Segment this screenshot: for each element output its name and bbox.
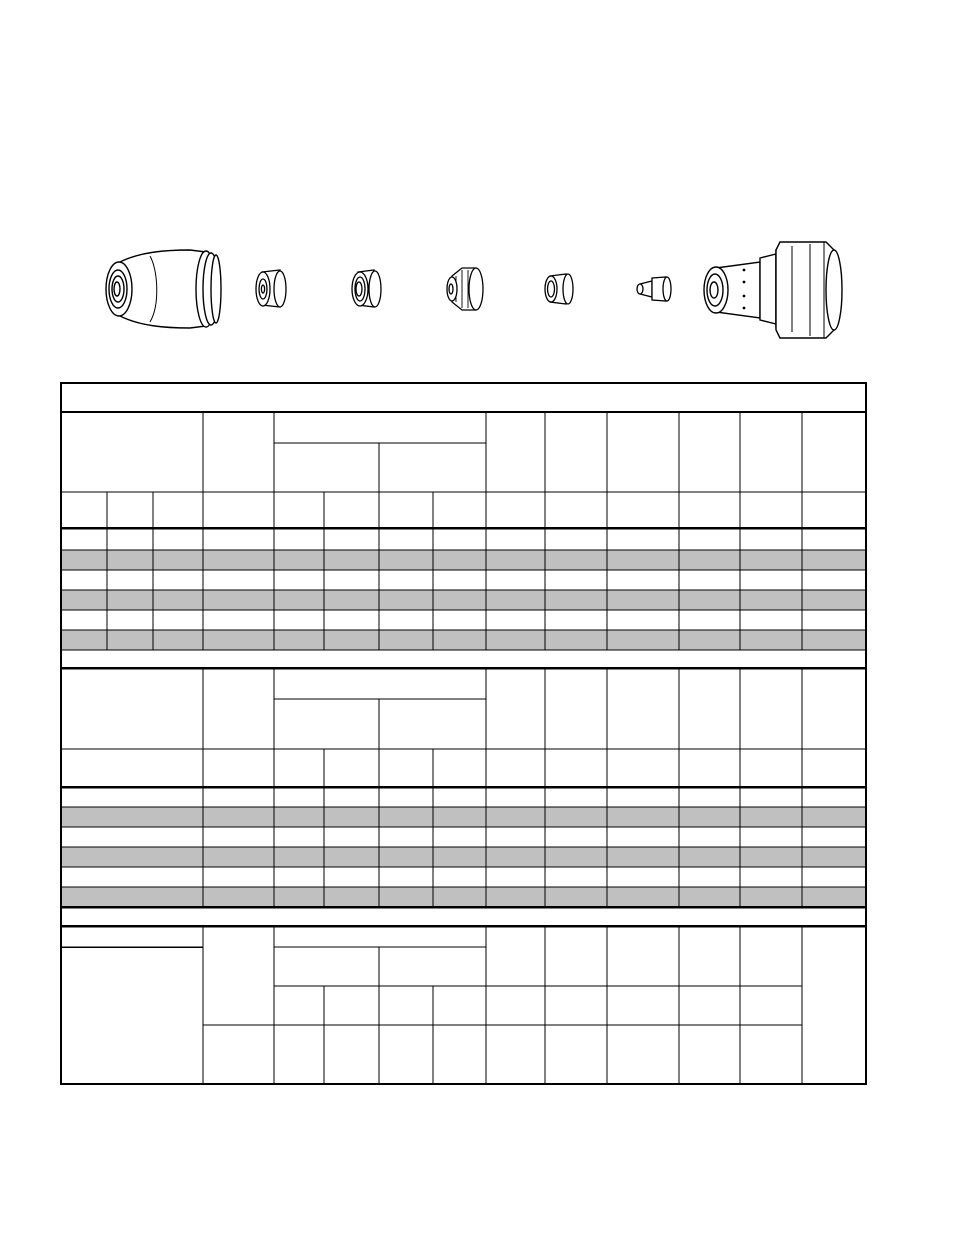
table-1 <box>61 412 866 650</box>
table-row <box>62 807 865 827</box>
table-row <box>62 630 865 650</box>
table-row <box>62 590 865 610</box>
table-2 <box>61 668 866 907</box>
table-frame <box>61 383 866 1084</box>
table-3 <box>61 926 866 1084</box>
table-row <box>62 887 865 907</box>
table-row <box>62 847 865 867</box>
table-row <box>62 550 865 570</box>
